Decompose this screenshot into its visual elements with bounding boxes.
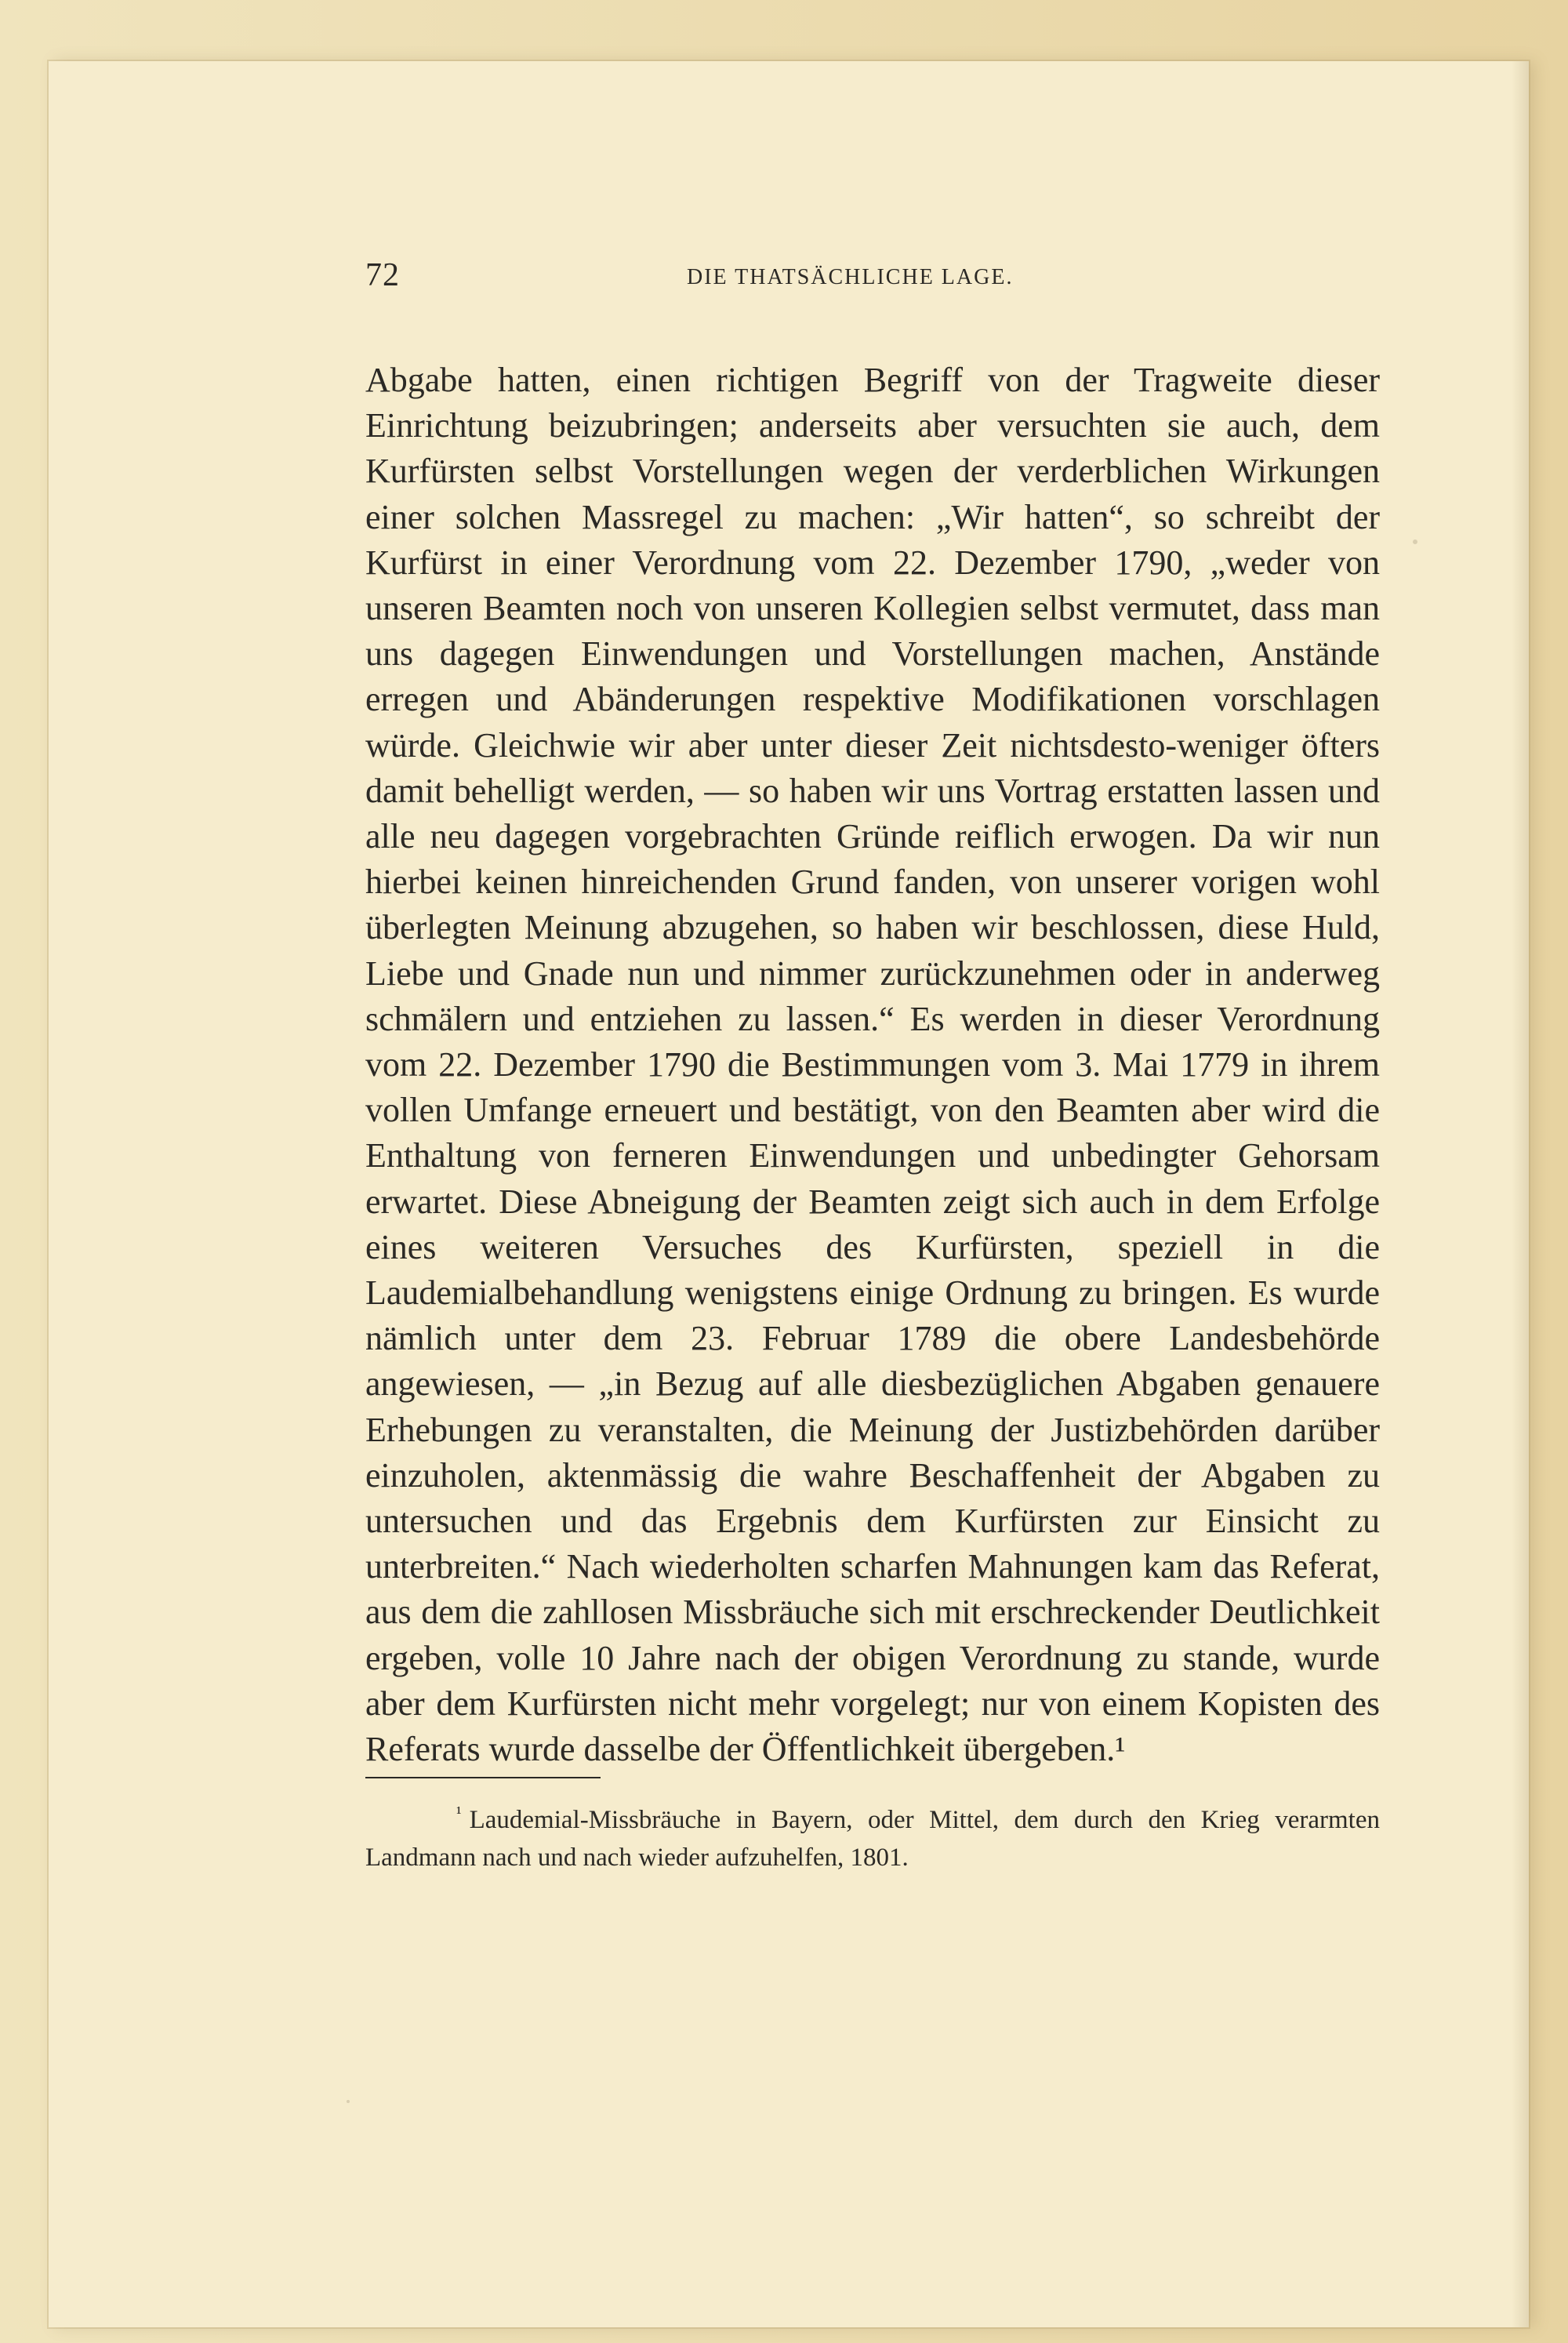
footnote: [365, 1794, 1380, 1876]
paper-speck: [1413, 539, 1417, 544]
page-content: [365, 259, 1380, 1876]
paper-speck: [347, 2100, 350, 2103]
footnote-text: Laudemial-Missbräuche in Bayern, oder Mittel, dem durch den Krieg verarmten Landmann nach und nach wieder aufzuhelfen, 1801.: [365, 1806, 1380, 1873]
footnote-marker: ¹: [456, 1803, 462, 1823]
footnote-rule: [365, 1777, 601, 1778]
body-paragraph: Abgabe hatten, einen richtigen Begriff von der Tragweite dieser Einrichtung beizubringen; anderseits aber versuchten sie auch, dem Kurfürsten selbst Vorstellungen wegen der verderblichen Wirkungen einer solchen Massregel zu machen: „Wir hatten“, so schreibt der Kurfürst in einer Verordnung vom 22. Dezember 1790, „weder von unseren Beamten noch von unseren Kollegien selbst vermutet, dass man uns dagegen Einwendungen und Vorstellungen machen, Anstände erregen und Abänderungen respektive Modifikationen vorschlagen würde. Gleichwie wir aber unter dieser Zeit nichtsdesto-weniger öfters damit behelligt werden, — so haben wir uns Vortrag erstatten lassen und alle neu dagegen vorgebrachten Gründe reiflich erwogen. Da wir nun hierbei keinen hinreichenden Grund fanden, von unserer vorigen wohl überlegten Meinung abzugehen, so haben wir beschlossen, diese Huld, Liebe und Gnade nun und nimmer zurückzunehmen oder in anderweg schmälern und entziehen zu lassen.“ Es werden in dieser Verordnung vom 22. Dezember 1790 die Bestimmungen vom 3. Mai 1779 in ihrem vollen Umfange erneuert und bestätigt, von den Beamten aber wird die Enthaltung von ferneren Einwendungen und unbedingter Gehorsam erwartet. Diese Abneigung der Beamten zeigt sich auch in dem Erfolge eines weiteren Versuches des Kurfürsten, speziell in die Laudemialbehandlung wenigstens einige Ordnung zu bringen. Es wurde nämlich unter dem 23. Februar 1789 die obere Landesbehörde angewiesen, — „in Bezug auf alle diesbezüglichen Abgaben genauere Erhebungen zu veranstalten, die Meinung der Justizbehörden darüber einzuholen, aktenmässig die wahre Beschaffenheit der Abgaben zu untersuchen und das Ergebnis dem Kurfürsten zur Einsicht zu unterbreiten.“ Nach wiederholten scharfen Mahnungen kam das Referat, aus dem die zahllosen Missbräuche sich mit erschreckender Deutlichkeit ergeben, volle 10 Jahre nach der obigen Verordnung zu stande, wurde aber dem Kurfürsten nicht mehr vorgelegt; nur von einem Kopisten des Referats wurde dasselbe der Öffentlichkeit übergeben.¹: [365, 361, 1380, 1769]
page-number: 72: [365, 257, 400, 293]
page-header: [365, 259, 1380, 301]
running-head: DIE THATSÄCHLICHE LAGE.: [687, 265, 1014, 289]
